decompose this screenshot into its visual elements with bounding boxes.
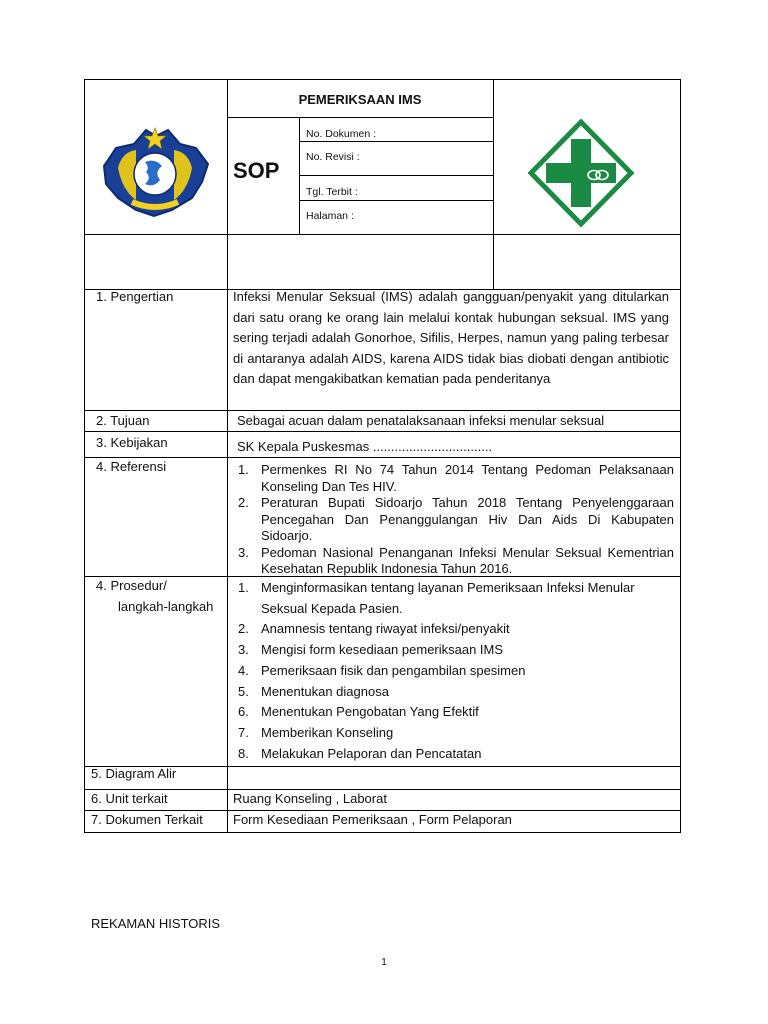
label-prosedur: 4. Prosedur/ — [96, 578, 167, 593]
page-number: 1 — [381, 957, 387, 968]
field-no-revisi: No. Revisi : — [306, 151, 360, 163]
label-diagram-alir: 5. Diagram Alir — [91, 766, 177, 781]
list-item: 2. Peraturan Bupati Sidoarjo Tahun 2018 Tentang Penyelenggaraan Pencegahan Dan Penanggulangan Hiv Dan Aids Di Kabupaten Sidoarjo. — [238, 495, 674, 543]
label-kebijakan: 3. Kebijakan — [96, 435, 168, 450]
list-item: 7. Memberikan Konseling — [238, 724, 394, 740]
field-halaman: Halaman : — [306, 210, 354, 222]
prosedur-list — [232, 578, 674, 764]
sop-label: SOP — [233, 158, 280, 183]
label-tujuan: 2. Tujuan — [96, 413, 150, 428]
document-title: PEMERIKSAAN IMS — [298, 92, 422, 107]
text-pengertian: Infeksi Menular Seksual (IMS) adalah gangguan/penyakit yang ditularkan dari satu orang ke orang lain melalui kontak hubungan seksual. IMS yang sering terjadi adalah Gonorhoe, Sifilis, Herpes, namun yang paling terbesar di antaranya adalah AIDS, karena AIDS tidak bias diobati dengan antibiotic dan dapat mengakibatkan kematian pada penderitanya — [233, 289, 669, 386]
referensi-list — [232, 462, 674, 578]
text-dokumen-terkait: Form Kesediaan Pemeriksaan , Form Pelaporan — [233, 812, 512, 827]
label-pengertian: 1. Pengertian — [96, 289, 174, 304]
list-item: 3. Pedoman Nasional Penanganan Infeksi Menular Seksual Kementrian Kesehatan Republik Indonesia Tahun 2016. — [238, 544, 674, 576]
field-no-dokumen: No. Dokumen : — [306, 128, 377, 140]
list-item: 2. Anamnesis tentang riwayat infeksi/penyakit — [238, 621, 510, 637]
text-unit-terkait: Ruang Konseling , Laborat — [233, 791, 387, 806]
list-item: 1. Permenkes RI No 74 Tahun 2014 Tentang Pedoman Pelaksanaan Konseling Dan Tes HIV. — [238, 462, 674, 494]
puskesmas-logo — [528, 119, 634, 227]
label-dokumen-terkait: 7. Dokumen Terkait — [91, 812, 203, 827]
regency-emblem-icon — [96, 118, 214, 220]
label-langkah: langkah-langkah — [118, 599, 214, 614]
rekaman-historis: REKAMAN HISTORIS — [91, 916, 221, 931]
list-item: 5. Menentukan diagnosa — [238, 683, 389, 699]
field-tgl-terbit: Tgl. Terbit : — [306, 186, 358, 198]
label-unit-terkait: 6. Unit terkait — [91, 791, 168, 806]
regency-logo — [96, 118, 214, 220]
text-kebijakan: SK Kepala Puskesmas ................................. — [237, 439, 493, 454]
puskesmas-cross-icon — [528, 119, 634, 227]
list-item: 1. Menginformasikan tentang layanan Pemeriksaan Infeksi Menular Seksual Kepada Pasien. — [238, 580, 635, 616]
text-tujuan: Sebagai acuan dalam penatalaksanaan infeksi menular seksual — [237, 413, 605, 428]
list-item: 6. Menentukan Pengobatan Yang Efektif — [238, 704, 479, 720]
list-item: 3. Mengisi form kesediaan pemeriksaan IMS — [238, 642, 504, 658]
list-item: 4. Pemeriksaan fisik dan pengambilan spesimen — [238, 662, 526, 678]
list-item: 8. Melakukan Pelaporan dan Pencatatan — [238, 745, 482, 761]
label-referensi: 4. Referensi — [96, 459, 167, 474]
